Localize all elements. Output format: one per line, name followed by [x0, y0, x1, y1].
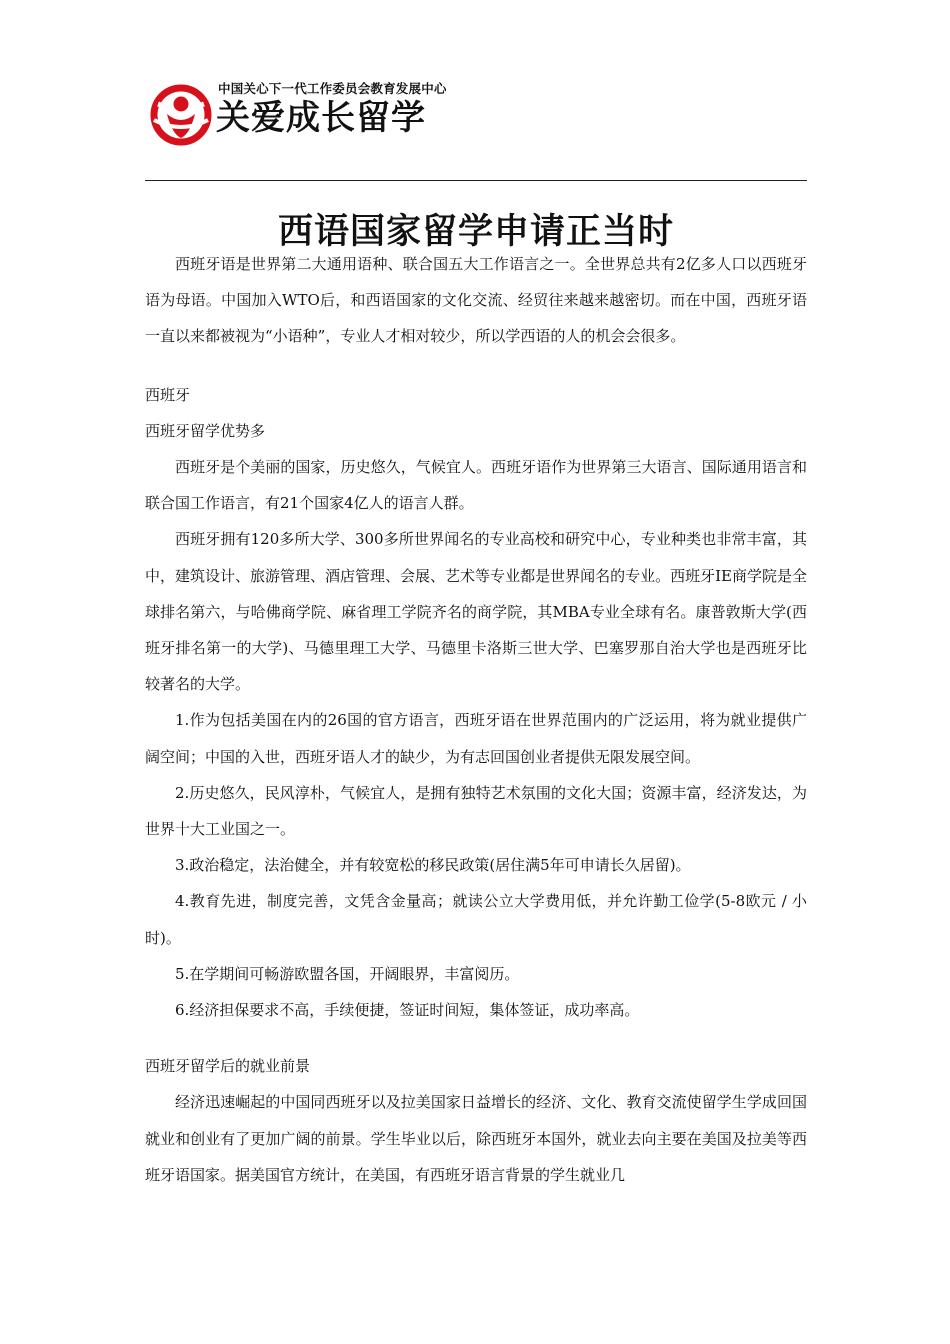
org-subtitle: 中国关心下一代工作委员会教育发展中心 [218, 81, 447, 96]
section-heading-spain: 西班牙 [145, 385, 191, 404]
care-growth-logo-icon [150, 84, 212, 146]
list-item: 6.经济担保要求不高，手续便捷，签证时间短，集体签证，成功率高。 [175, 1001, 640, 1020]
brand-name: 关爱成长留学 [216, 98, 426, 138]
list-item: 2.历史悠久，民风淳朴，气候宜人，是拥有独特艺术氛围的文化大国；资源丰富，经济发达，为世界十大工业国之一。 [145, 783, 807, 839]
subsection-heading-employment: 西班牙留学后的就业前景 [145, 1057, 311, 1076]
paragraph-spain-overview: 西班牙是个美丽的国家，历史悠久，气候宜人。西班牙语作为世界第三大语言、国际通用语言和联合国工作语言，有21个国家4亿人的语言人群。 [145, 458, 807, 513]
document-title: 西语国家留学申请正当时 [277, 211, 674, 253]
list-item: 1.作为包括美国在内的26国的官方语言，西班牙语在世界范围内的广泛运用，将为就业提供广阔空间；中国的入世，西班牙语人才的缺少，为有志回国创业者提供无限发展空间。 [145, 711, 807, 766]
paragraph-employment: 经济迅速崛起的中国同西班牙以及拉美国家日益增长的经济、文化、教育交流使留学生学成回国就业和创业有了更加广阔的前景。学生毕业以后，除西班牙本国外，就业去向主要在美国及拉美等西班牙语国家。据美国官方统计，在美国，有西班牙语言背景的学生就业几 [145, 1093, 807, 1184]
header-divider [145, 180, 807, 181]
intro-paragraph: 西班牙语是世界第二大通用语种、联合国五大工作语言之一。全世界总共有2亿多人口以西班牙语为母语。中国加入WTO后，和西语国家的文化交流、经贸往来越来越密切。而在中国，西班牙语一直以来都被视为“小语种”，专业人才相对较少，所以学西语的人的机会会很多。 [145, 255, 807, 346]
subsection-heading-advantages: 西班牙留学优势多 [145, 421, 266, 440]
document-body [145, 246, 807, 1193]
list-item: 5.在学期间可畅游欧盟各国，开阔眼界，丰富阅历。 [175, 964, 520, 983]
spacer [145, 355, 807, 377]
spacer [145, 1028, 807, 1048]
page-header [150, 76, 470, 146]
paragraph-spain-universities: 西班牙拥有120多所大学、300多所世界闻名的专业高校和研究中心，专业种类也非常丰富，其中，建筑设计、旅游管理、酒店管理、会展、艺术等专业都是世界闻名的专业。西班牙IE商学院是全球排名第六，与哈佛商学院、麻省理工学院齐名的商学院，其MBA专业全球有名。康普敦斯大学(西班牙排名第一的大学)、马德里理工大学、马德里卡洛斯三世大学、巴塞罗那自治大学也是西班牙比较著名的大学。 [145, 530, 807, 694]
list-item: 3.政治稳定，法治健全，并有较宽松的移民政策(居住满5年可申请长久居留)。 [175, 856, 691, 875]
list-item: 4.教育先进，制度完善，文凭含金量高；就读公立大学费用低，并允许勤工俭学(5-8欧元 / 小时)。 [145, 892, 807, 947]
